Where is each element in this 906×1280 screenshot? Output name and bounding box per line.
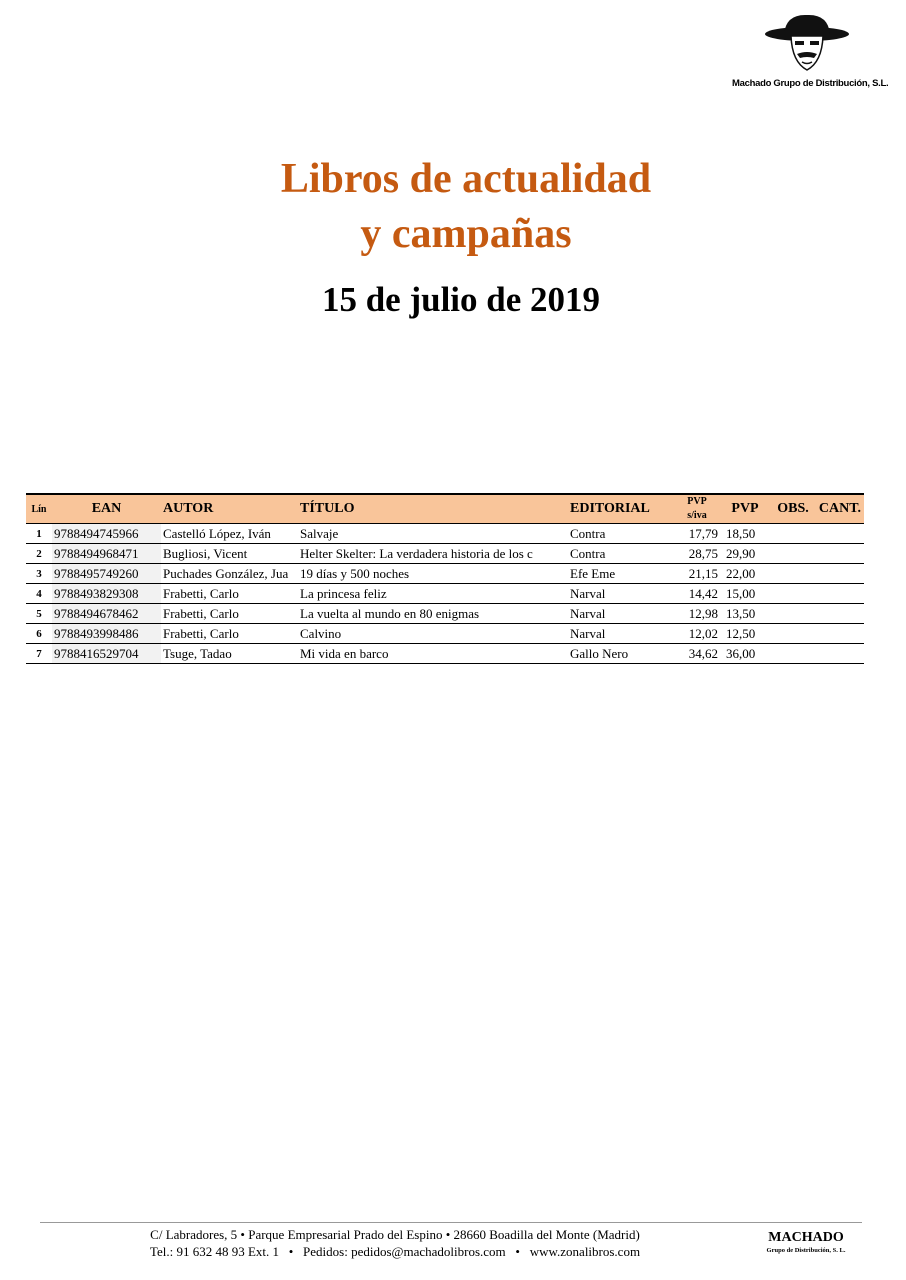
row-autor: Castelló López, Iván	[161, 524, 298, 544]
footer-address-block	[90, 1226, 700, 1260]
row-cant	[816, 584, 864, 604]
header-pvp-siva-line1: PVP	[687, 496, 707, 507]
header-editorial: EDITORIAL	[570, 501, 650, 516]
row-autor: Puchades González, Jua	[161, 564, 298, 584]
row-ean: 9788495749260	[52, 564, 161, 584]
row-editorial: Narval	[568, 604, 674, 624]
table-row	[26, 524, 864, 544]
table-row	[26, 644, 864, 664]
row-lin: 2	[26, 544, 52, 564]
footer-address: C/ Labradores, 5 • Parque Empresarial Prado del Espino • 28660 Boadilla del Monte (Madrid)	[150, 1227, 640, 1242]
row-obs	[770, 644, 816, 664]
table-row	[26, 564, 864, 584]
row-cant	[816, 544, 864, 564]
row-ean: 9788494678462	[52, 604, 161, 624]
hat-man-logo-icon	[764, 12, 850, 76]
row-pvp-siva: 17,79	[674, 524, 720, 544]
table-row	[26, 584, 864, 604]
table-row	[26, 544, 864, 564]
row-autor: Frabetti, Carlo	[161, 604, 298, 624]
row-titulo: Helter Skelter: La verdadera historia de los c	[298, 544, 568, 564]
header-obs: OBS.	[777, 501, 809, 516]
row-pvp-siva: 12,98	[674, 604, 720, 624]
header-ean: EAN	[91, 501, 122, 516]
row-editorial: Contra	[568, 544, 674, 564]
table-header-row	[26, 494, 864, 524]
row-lin: 3	[26, 564, 52, 584]
company-logo	[732, 8, 889, 96]
row-obs	[770, 624, 816, 644]
row-editorial: Gallo Nero	[568, 644, 674, 664]
row-cant	[816, 624, 864, 644]
row-ean: 9788494745966	[52, 524, 161, 544]
row-titulo: La princesa feliz	[298, 584, 568, 604]
row-ean: 9788493998486	[52, 624, 161, 644]
row-obs	[770, 524, 816, 544]
header-autor: AUTOR	[163, 501, 214, 516]
footer-divider	[40, 1222, 862, 1223]
title-line-1: Libros de actualidad	[280, 156, 652, 202]
row-titulo: Mi vida en barco	[298, 644, 568, 664]
footer-brand-name: MACHADO	[768, 1230, 844, 1245]
header-pvp-siva	[674, 494, 720, 524]
document-date: 15 de julio de 2019	[321, 280, 601, 319]
header-titulo: TÍTULO	[300, 501, 355, 516]
table-row	[26, 624, 864, 644]
header-pvp-siva-line2: s/iva	[687, 510, 707, 521]
row-autor: Tsuge, Tadao	[161, 644, 298, 664]
row-pvp-siva: 14,42	[674, 584, 720, 604]
row-titulo: Calvino	[298, 624, 568, 644]
row-titulo: Salvaje	[298, 524, 568, 544]
row-ean: 9788494968471	[52, 544, 161, 564]
row-pvp: 36,00	[720, 644, 770, 664]
row-ean: 9788416529704	[52, 644, 161, 664]
footer-contact: Tel.: 91 632 48 93 Ext. 1 • Pedidos: pedidos@machadolibros.com • www.zonalibros.com	[149, 1244, 641, 1259]
row-ean: 9788493829308	[52, 584, 161, 604]
table-row	[26, 604, 864, 624]
row-cant	[816, 564, 864, 584]
row-lin: 1	[26, 524, 52, 544]
row-editorial: Efe Eme	[568, 564, 674, 584]
row-pvp-siva: 12,02	[674, 624, 720, 644]
books-table	[26, 493, 864, 664]
header-cant: CANT.	[818, 501, 862, 516]
row-editorial: Contra	[568, 524, 674, 544]
row-cant	[816, 604, 864, 624]
row-obs	[770, 584, 816, 604]
row-pvp: 13,50	[720, 604, 770, 624]
row-obs	[770, 544, 816, 564]
row-editorial: Narval	[568, 624, 674, 644]
row-lin: 6	[26, 624, 52, 644]
row-lin: 7	[26, 644, 52, 664]
row-pvp: 12,50	[720, 624, 770, 644]
row-pvp: 22,00	[720, 564, 770, 584]
row-obs	[770, 604, 816, 624]
header-pvp: PVP	[731, 501, 759, 516]
row-pvp-siva: 28,75	[674, 544, 720, 564]
title-line-2: y campañas	[360, 211, 572, 257]
logo-text: Machado Grupo de Distribución, S.L.	[732, 78, 889, 89]
header-lin: Lín	[31, 503, 47, 515]
row-pvp: 15,00	[720, 584, 770, 604]
footer-brand	[740, 1230, 872, 1255]
row-pvp: 29,90	[720, 544, 770, 564]
page-title	[0, 152, 906, 262]
row-autor: Frabetti, Carlo	[161, 624, 298, 644]
row-titulo: La vuelta al mundo en 80 enigmas	[298, 604, 568, 624]
footer-brand-sub: Grupo de Distribución, S. L.	[766, 1247, 846, 1254]
row-lin: 4	[26, 584, 52, 604]
row-pvp-siva: 34,62	[674, 644, 720, 664]
row-autor: Bugliosi, Vicent	[161, 544, 298, 564]
row-cant	[816, 524, 864, 544]
row-autor: Frabetti, Carlo	[161, 584, 298, 604]
row-editorial: Narval	[568, 584, 674, 604]
row-lin: 5	[26, 604, 52, 624]
row-pvp: 18,50	[720, 524, 770, 544]
row-titulo: 19 días y 500 noches	[298, 564, 568, 584]
row-cant	[816, 644, 864, 664]
row-pvp-siva: 21,15	[674, 564, 720, 584]
row-obs	[770, 564, 816, 584]
